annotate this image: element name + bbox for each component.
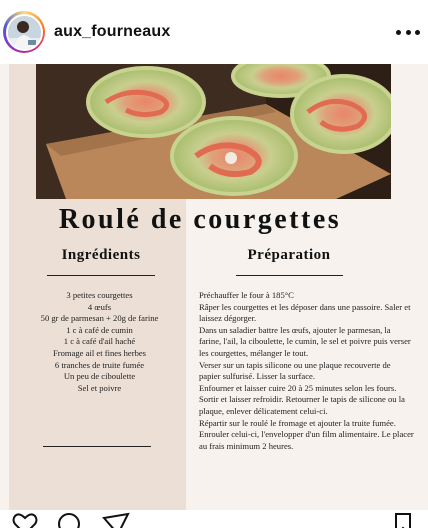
- preparation-line: plaque, enlever délicatement celui-ci.: [199, 405, 328, 416]
- preparation-line: laissez dégorger.: [199, 313, 257, 324]
- username[interactable]: aux_fourneaux: [54, 23, 171, 40]
- avatar[interactable]: [6, 14, 43, 51]
- preparation-divider: [236, 275, 343, 276]
- list-item: 1 c à café d'ail haché: [63, 336, 136, 347]
- comment-icon[interactable]: [56, 512, 82, 528]
- preparation-text: [199, 290, 427, 452]
- list-item: 6 tranches de truite fumée: [54, 359, 145, 370]
- preparation-line: Sortir et laisser refroidir. Retourner le tapis de silicone ou la: [199, 394, 405, 405]
- list-item: 3 petites courgettes: [66, 290, 133, 300]
- list-item: Sel et poivre: [77, 382, 122, 393]
- ingredients-heading: Ingrédients: [61, 247, 141, 263]
- preparation-line: Râper les courgettes et les déposer dans une passoire. Saler et: [199, 301, 411, 312]
- preparation-line: papier sulfurisé. Lisser la surface.: [199, 371, 315, 382]
- list-item: 50 gr de parmesan + 20g de farine: [40, 313, 159, 324]
- preparation-line: au frais minimum 2 heures.: [199, 440, 294, 451]
- ingredients-list: [22, 290, 177, 394]
- preparation-heading: Préparation: [247, 247, 331, 263]
- more-options-button[interactable]: [396, 22, 420, 42]
- recipe-title: Roulé de courgettes: [58, 204, 342, 235]
- list-item: Un peu de ciboulette: [63, 371, 136, 382]
- more-horizontal-icon: [396, 30, 401, 35]
- bookmark-icon[interactable]: [392, 512, 414, 528]
- more-horizontal-icon: [415, 30, 420, 35]
- list-item: Fromage ail et fines herbes: [52, 347, 147, 358]
- post-image[interactable]: [0, 64, 428, 510]
- preparation-line: Enfourner et laisser cuire 20 à 25 minutes selon les fours.: [199, 382, 397, 393]
- more-horizontal-icon: [406, 30, 411, 35]
- list-item: 1 c à café de cumin: [66, 324, 133, 335]
- action-bar: [0, 512, 428, 528]
- avatar-photo: [8, 16, 41, 49]
- ingredients-divider: [47, 275, 155, 276]
- heart-icon[interactable]: [12, 512, 38, 528]
- avatar-story-ring[interactable]: [3, 11, 45, 53]
- preparation-line: Préchauffer le four à 185°C: [199, 290, 294, 300]
- preparation-line: Verser sur un tapis silicone ou une plaque recouverte de: [199, 359, 391, 370]
- preparation-line: Répartir sur le roulé le fromage et ajouter la truite fumée.: [199, 417, 396, 428]
- preparation-line: farine, l'ail, la ciboulette, le cumin, le sel et poivre puis verser: [199, 336, 411, 347]
- list-item: 4 œufs: [87, 301, 112, 312]
- ingredients-bottom-divider: [43, 446, 151, 447]
- preparation-line: Enrouler celui-ci, l'envelopper d'un film alimentaire. Le placer: [199, 429, 414, 440]
- share-icon[interactable]: [102, 512, 130, 528]
- preparation-line: les courgettes, mélanger le tout.: [199, 347, 309, 358]
- post-header: [0, 0, 428, 64]
- recipe-photo: [36, 64, 391, 199]
- preparation-line: Dans un saladier battre les œufs, ajouter le parmesan, la: [199, 324, 391, 335]
